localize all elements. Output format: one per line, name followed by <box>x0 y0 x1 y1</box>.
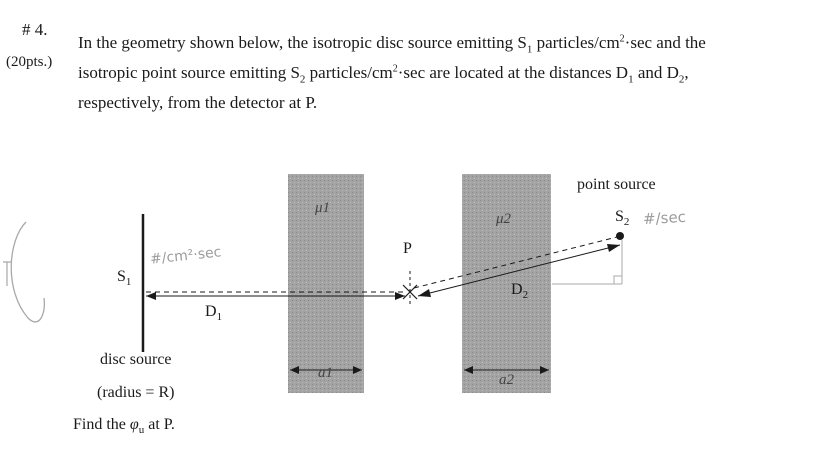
s2-label: $S_2$ <box>615 208 630 229</box>
d2-arrowhead-right <box>607 244 620 252</box>
d1-label: $D_1$ <box>205 303 223 324</box>
shield-slab-2 <box>462 174 551 393</box>
a1-label: a1 <box>318 365 333 381</box>
problem-line-1: In the geometry shown below, the isotropic disc source emitting $S_1$ particles/$cm^2\cdot\sec$ and the <box>78 33 706 56</box>
problem-line-3: respectively, from the detector at P. <box>78 93 318 112</box>
pencil-mark <box>3 262 11 286</box>
d2-label: $D_2$ <box>511 281 529 302</box>
detector-p-label: P <box>403 240 412 257</box>
problem-line-2: isotropic point source emitting $S_2$ particles/$cm^2\cdot\sec$ are located at the distances $D_1$ and $D_2$, <box>78 63 689 86</box>
points-label: (20pts.) <box>6 54 53 70</box>
point-source-label: point source <box>577 176 656 193</box>
point-source-dot <box>616 232 624 240</box>
mu2-label: μ2 <box>496 211 512 227</box>
a2-label: a2 <box>499 372 514 388</box>
pencil-circle-mark <box>11 222 44 322</box>
radius-label: (radius = R) <box>97 384 175 401</box>
mu1-label: μ1 <box>315 200 331 216</box>
pencil-right-angle <box>614 276 622 284</box>
disc-source-label: disc source <box>100 351 172 368</box>
pencil-annotation-s2: #/sec <box>642 207 687 229</box>
problem-number: # 4. <box>22 20 48 39</box>
pencil-annotation-s1: #/cm²·sec <box>149 244 223 268</box>
find-instruction: Find the $\varphi_u$ at P. <box>73 416 175 437</box>
d1-arrowhead-left <box>146 292 156 300</box>
s1-label: $S_1$ <box>117 268 132 289</box>
d2-arrowhead-left <box>418 289 431 297</box>
